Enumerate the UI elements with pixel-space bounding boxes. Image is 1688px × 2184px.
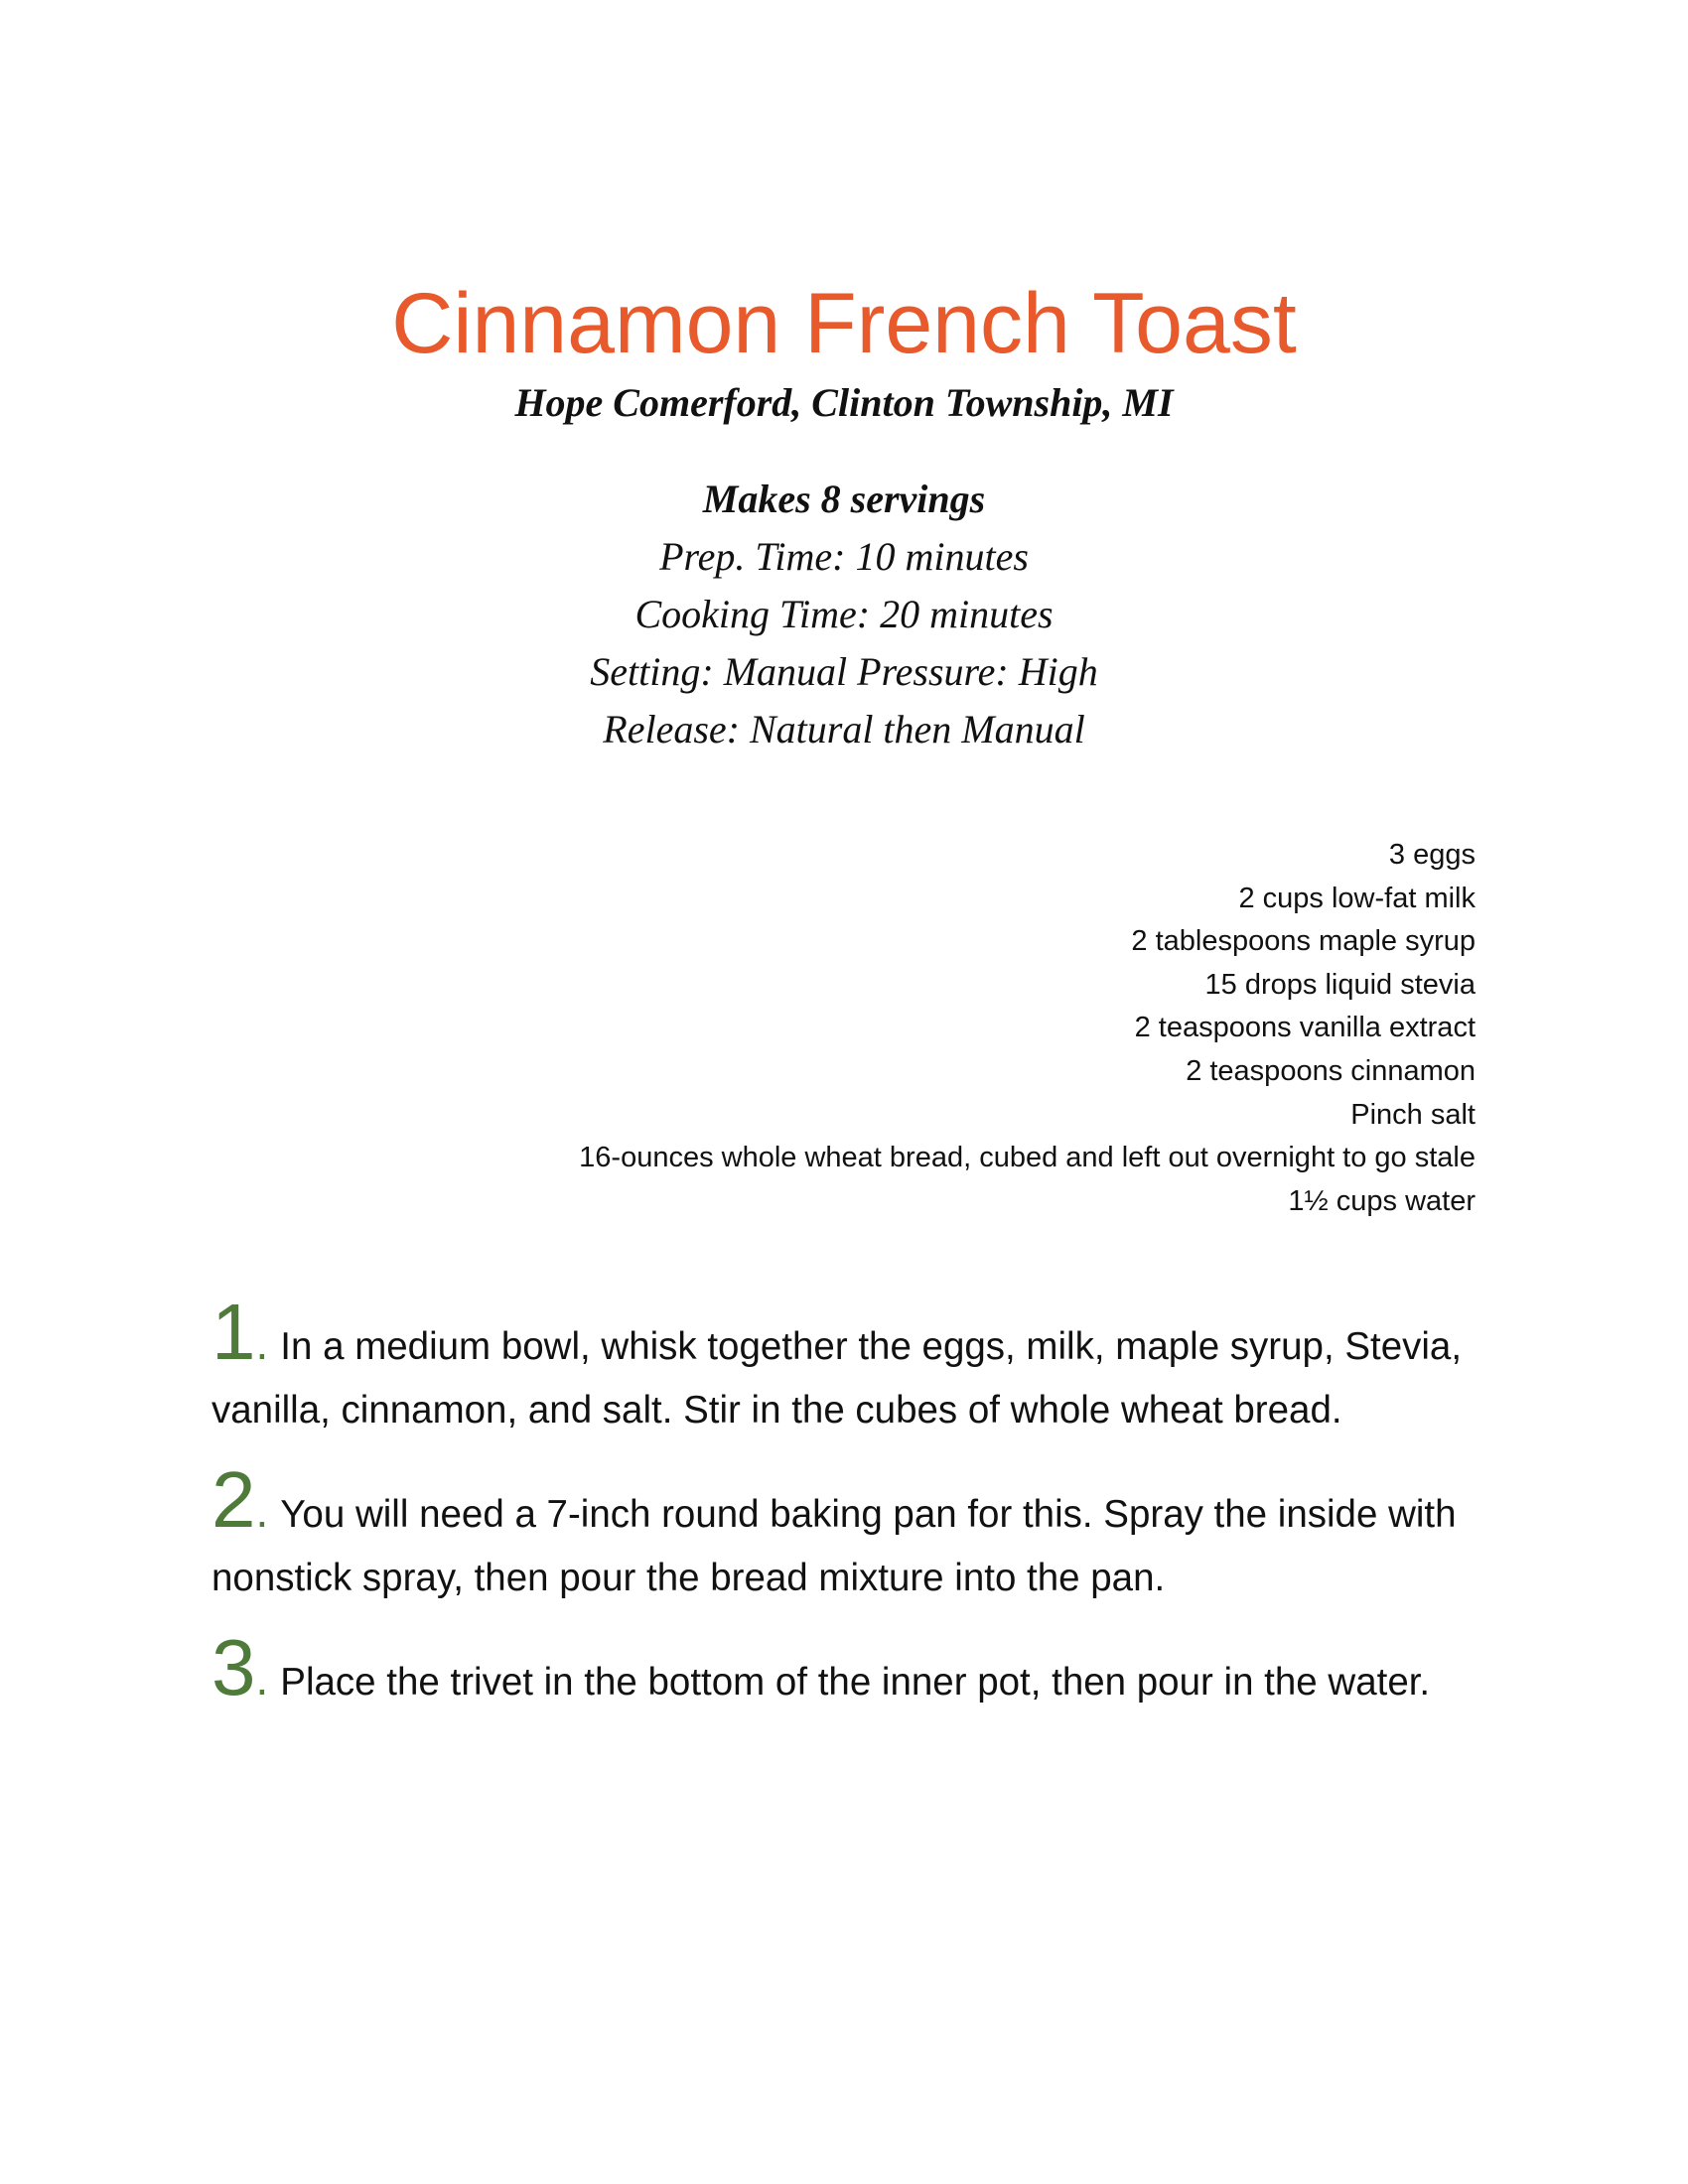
release: Release: Natural then Manual (603, 707, 1085, 751)
servings: Makes 8 servings (702, 477, 986, 521)
ingredient-item: 15 drops liquid stevia (1204, 968, 1476, 1001)
ingredient-item: 16-ounces whole wheat bread, cubed and left out overnight to go stale (579, 1142, 1476, 1174)
ingredient-item: 2 teaspoons vanilla extract (1134, 1012, 1476, 1044)
recipe-meta (0, 471, 1688, 758)
step-number: 1 (211, 1288, 256, 1376)
ingredient-item: 3 eggs (1388, 839, 1476, 871)
instruction-step (211, 1623, 1492, 1714)
step-text: Place the trivet in the bottom of the inner pot, then pour in the water. (280, 1661, 1431, 1704)
ingredient-item: Pinch salt (1350, 1098, 1476, 1131)
step-number: 2 (211, 1455, 256, 1544)
instruction-step (211, 1455, 1492, 1610)
cooking-time: Cooking Time: 20 minutes (634, 592, 1054, 636)
ingredient-item: 2 tablespoons maple syrup (1131, 925, 1476, 958)
instruction-list (211, 1288, 1492, 1740)
step-dot: . (255, 1317, 269, 1369)
recipe-title: Cinnamon French Toast (391, 276, 1297, 371)
ingredient-list (284, 834, 1476, 1223)
step-dot: . (255, 1653, 269, 1705)
ingredient-item: 1½ cups water (1288, 1184, 1476, 1217)
ingredient-item: 2 cups low-fat milk (1238, 882, 1476, 914)
instruction-step (211, 1288, 1492, 1442)
step-number: 3 (211, 1623, 256, 1711)
prep-time: Prep. Time: 10 minutes (659, 534, 1029, 579)
ingredient-item: 2 teaspoons cinnamon (1186, 1054, 1476, 1087)
step-text: In a medium bowl, whisk together the eggs, milk, maple syrup, Stevia, vanilla, cinnamon, and salt. Stir in the cubes of whole wheat bread. (211, 1325, 1463, 1432)
step-dot: . (255, 1485, 269, 1537)
recipe-author: Hope Comerford, Clinton Township, MI (514, 380, 1174, 425)
setting: Setting: Manual Pressure: High (590, 649, 1098, 694)
step-text: You will need a 7-inch round baking pan for this. Spray the inside with nonstick spray, then pour the bread mixture into the pan. (211, 1493, 1457, 1599)
